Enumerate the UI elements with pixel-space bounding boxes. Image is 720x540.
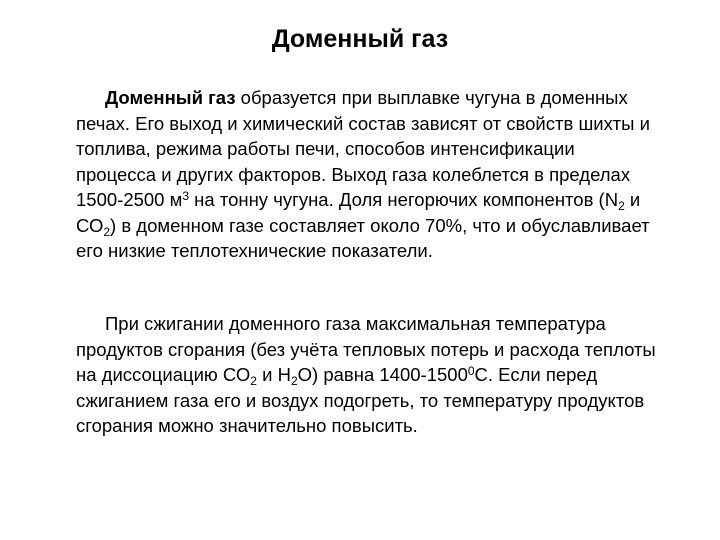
slide-title: Доменный газ xyxy=(271,25,449,53)
paragraph-text: ) в доменном газе составляет около 70%, что и обуславливает его низкие теплотехнические показатели. xyxy=(76,214,650,261)
paragraph-blast-furnace-gas-output xyxy=(76,85,656,264)
subscript: 2 xyxy=(290,374,298,388)
paragraph-text: и Н xyxy=(256,364,291,385)
subscript: 2 xyxy=(618,199,625,213)
term-highlight: Доменный газ xyxy=(105,87,236,108)
paragraph-text: и СО xyxy=(76,189,641,236)
paragraph-text: О) равна 1400-1500 xyxy=(297,364,468,385)
superscript: 3 xyxy=(182,189,190,203)
paragraph-text: образуется при выплавке чугуна в доменных печах. Его выход и химический состав зависят от свойств шихты и топлива, режима работы печи, способов интенсификации процесса и других факторов. Выход газа колеблется в пределах 1500-2500 м xyxy=(76,87,650,210)
superscript: 0 xyxy=(467,364,475,378)
paragraph-text: С. Если перед сжиганием газа его и воздух подогреть, то температуру продуктов сгорания можно значительно повысить. xyxy=(76,364,645,436)
subscript: 2 xyxy=(103,224,111,239)
subscript: 2 xyxy=(250,374,257,388)
paragraph-text: на тонну чугуна. Доля негорючих компонентов (N xyxy=(189,189,619,210)
paragraph-text: При сжигании доменного газа максимальная температура продуктов сгорания (без учёта тепловых потерь и расхода теплоты на диссоциацию СО xyxy=(76,313,656,385)
paragraph-combustion-temperature xyxy=(76,311,656,439)
